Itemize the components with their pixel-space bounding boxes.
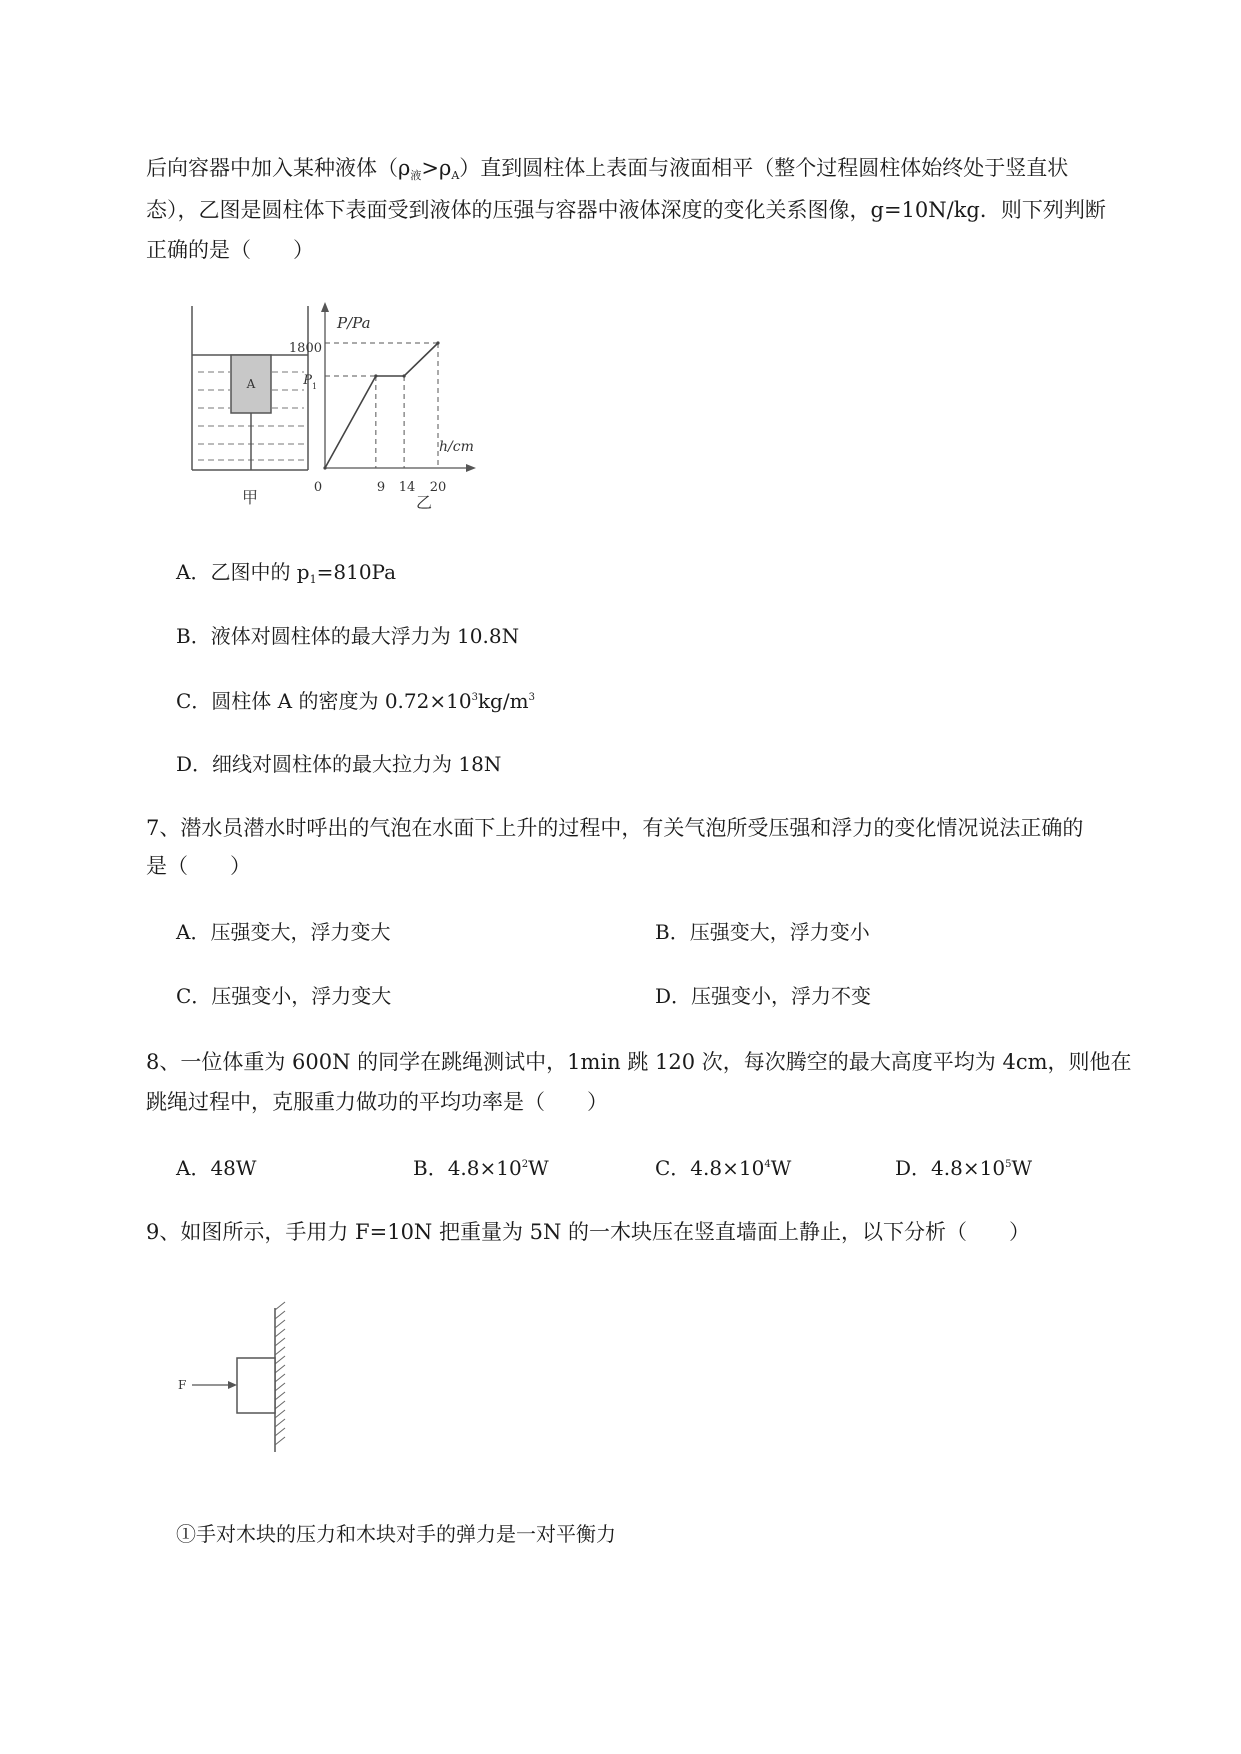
y-tick-1800: 1800 bbox=[288, 341, 322, 356]
hatch-line bbox=[275, 1347, 285, 1355]
pressure-series-line bbox=[325, 343, 438, 468]
hatch-line bbox=[275, 1383, 285, 1391]
x-tick-14: 14 bbox=[398, 480, 416, 495]
hatch-line bbox=[275, 1410, 285, 1418]
q8-stem-line-2: 跳绳过程中，克服重力做功的平均功率是（ ） bbox=[146, 1090, 608, 1114]
q8-option-b[interactable]: B．$4.8\times 10^2W$ bbox=[413, 1156, 549, 1180]
data-point-3 bbox=[436, 341, 439, 344]
data-point-1 bbox=[374, 374, 377, 377]
q6-figure bbox=[170, 298, 550, 513]
figure-left-label: 甲 bbox=[241, 488, 259, 507]
q8-option-d[interactable]: D．$4.8\times 10^5W$ bbox=[895, 1156, 1032, 1180]
wood-block bbox=[237, 1358, 275, 1413]
hatch-line bbox=[275, 1419, 285, 1427]
hatch-line bbox=[275, 1320, 285, 1328]
q6-stem-line-1: 后向容器中加入某种液体$(\rho_液>\rho_A)$直到圆柱体上表面与液面相平（整个过程圆柱体始终处于竖直状 bbox=[146, 156, 1069, 182]
q6-option-a[interactable]: A．乙图中的 $p_1=810Pa$ bbox=[176, 560, 397, 586]
x-axis-label: h/cm bbox=[439, 439, 474, 455]
y-tick-p1: P bbox=[303, 373, 312, 388]
rho-liquid-subscript: 液 bbox=[410, 169, 422, 182]
data-point-2 bbox=[403, 374, 406, 377]
hatch-line bbox=[275, 1329, 285, 1337]
q9-statement-1: ①手对木块的压力和木块对手的弹力是一对平衡力 bbox=[176, 1522, 616, 1546]
q7-stem-line-1: 7、潜水员潜水时呼出的气泡在水面下上升的过程中，有关气泡所受压强和浮力的变化情况说法正确的 bbox=[146, 816, 1084, 840]
force-label: F bbox=[178, 1378, 187, 1392]
hatch-line bbox=[275, 1356, 285, 1364]
q9-wall-figure bbox=[170, 1300, 300, 1460]
origin-label: 0 bbox=[313, 480, 323, 495]
rho-a-subscript: A bbox=[451, 169, 460, 182]
q7-option-b[interactable]: B．压强变大，浮力变小 bbox=[655, 920, 870, 944]
q6-stem-line-3: 正确的是（ ） bbox=[146, 238, 314, 262]
hatch-line bbox=[275, 1311, 285, 1319]
hatch-line bbox=[275, 1437, 285, 1445]
pressure-chart bbox=[289, 302, 476, 512]
hatch-line bbox=[275, 1302, 285, 1310]
q6-option-d[interactable]: D．细线对圆柱体的最大拉力为 18N bbox=[176, 752, 502, 776]
q7-option-c[interactable]: C．压强变小，浮力变大 bbox=[176, 984, 392, 1008]
q7-option-d[interactable]: D．压强变小，浮力不变 bbox=[655, 984, 872, 1008]
q7-option-a[interactable]: A．压强变大，浮力变大 bbox=[176, 920, 391, 944]
hatch-line bbox=[275, 1365, 285, 1373]
q9-stem-line-1: 9、如图所示，手用力 F=10N 把重量为 5N 的一木块压在竖直墙面上静止，以下分析（ ） bbox=[146, 1220, 1031, 1244]
q6-option-c[interactable]: C．圆柱体 A 的密度为 $0.72\times 10^3kg/m^3$ bbox=[176, 689, 535, 713]
hatch-line bbox=[275, 1374, 285, 1382]
hatch-line bbox=[275, 1392, 285, 1400]
data-point-0 bbox=[323, 466, 326, 469]
y-tick-p1-sub: 1 bbox=[312, 382, 318, 391]
y-axis-label: P/Pa bbox=[337, 314, 371, 332]
hatch-line bbox=[275, 1338, 285, 1346]
q6-option-b[interactable]: B．液体对圆柱体的最大浮力为 10.8N bbox=[176, 624, 520, 648]
hatch-line bbox=[275, 1401, 285, 1409]
x-tick-20: 20 bbox=[429, 480, 447, 495]
q6-stem-line-2: 态），乙图是圆柱体下表面受到液体的压强与容器中液体深度的变化关系图像，g=10N/kg．则下列判断 bbox=[146, 198, 1106, 222]
q8-option-c[interactable]: C．$4.8\times 10^4W$ bbox=[655, 1156, 792, 1180]
figure-right-label: 乙 bbox=[415, 493, 433, 512]
q8-option-a[interactable]: A．48W bbox=[176, 1156, 257, 1180]
cylinder-a-label: A bbox=[246, 377, 256, 391]
hatch-line bbox=[275, 1428, 285, 1436]
q8-stem-line-1: 8、一位体重为 600N 的同学在跳绳测试中，1min 跳 120 次，每次腾空的最大高度平均为 4cm，则他在 bbox=[146, 1050, 1132, 1074]
wall-hatching bbox=[275, 1302, 285, 1445]
force-arrow-head bbox=[228, 1381, 237, 1389]
y-axis-arrow bbox=[321, 302, 329, 312]
x-axis-arrow bbox=[466, 464, 476, 472]
x-tick-9: 9 bbox=[376, 480, 386, 495]
q7-stem-line-2: 是（ ） bbox=[146, 854, 251, 878]
